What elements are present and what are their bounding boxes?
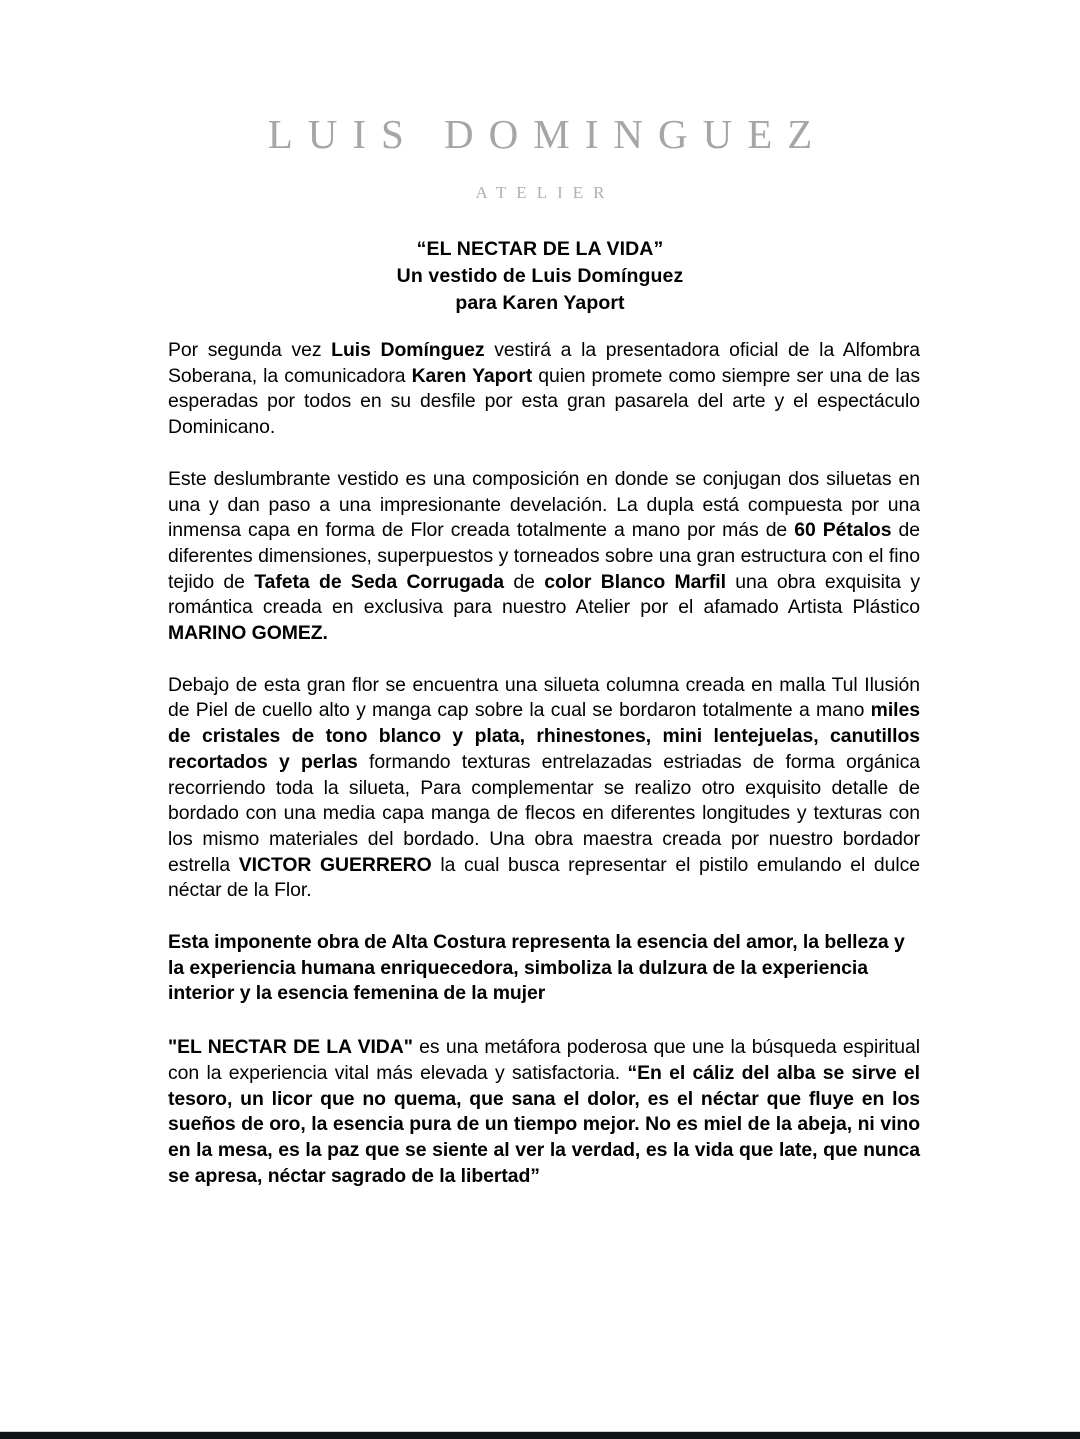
bold-fabric-name: Tafeta de Seda Corrugada xyxy=(254,570,505,593)
bold-artist-name: MARINO GOMEZ. xyxy=(168,622,328,645)
text-run: de diferentes dimensiones, superpuestos y torneados sobre una gran estructura con el fino tejido de xyxy=(168,519,920,593)
letterhead xyxy=(0,0,1080,203)
paragraph-intro xyxy=(168,338,920,441)
document-title-block xyxy=(0,236,1080,317)
paragraph-statement xyxy=(168,930,920,1007)
text-run: vestirá a la presentadora oficial de la Alfombra Soberana, la comunicadora xyxy=(168,339,920,387)
paragraph-embroidery-detail xyxy=(168,673,920,904)
brand-logo-name: LUIS DOMINGUEZ xyxy=(267,111,828,157)
text-run: Debajo de esta gran flor se encuentra una silueta columna creada en malla Tul Ilusión de Piel de cuello alto y manga cap sobre la cual se bordaron totalmente a mano xyxy=(168,673,920,722)
text-run: la cual busca representar el pistilo emulando el dulce néctar de la Flor. xyxy=(168,853,921,902)
paragraph-metaphor xyxy=(168,1035,920,1189)
page-bottom-band xyxy=(0,1432,1080,1439)
bold-petal-count: 60 Pétalos xyxy=(794,519,892,542)
bold-embroiderer-name: VICTOR GUERRERO xyxy=(238,853,432,876)
bold-presenter-name: Karen Yaport xyxy=(411,364,533,387)
title-line-headline: “EL NECTAR DE LA VIDA” xyxy=(416,238,664,261)
brand-logo-subtitle: ATELIER xyxy=(475,183,615,203)
text-run: Por segunda vez xyxy=(168,339,332,361)
text-run: Este deslumbrante vestido es una composición en donde se conjugan dos siluetas en una y dan paso a una impresionante develación. La dupla está compuesta por una inmensa capa en forma de Flor creada totalmente a mano por más de xyxy=(168,467,920,542)
bold-materials-list: miles de cristales de tono blanco y plata, rhinestones, mini lentejuelas, canutillos recortados y perlas xyxy=(168,699,920,773)
text-run: Esta imponente obra de Alta Costura representa la esencia del amor, la belleza y la experiencia humana enriquecedora, simboliza la dulzura de la experiencia interior y la esencia femenina de la mujer xyxy=(168,931,905,1005)
title-line-designer: Un vestido de Luis Domínguez xyxy=(396,265,684,287)
text-run: una obra exquisita y romántica creada en exclusiva para nuestro Atelier por el afamado Artista Plástico xyxy=(168,570,920,619)
text-run: formando texturas entrelazadas estriadas de forma orgánica recorriendo toda la silueta, Para complementar se realizo otro exquisito detalle de bordado con una media capa manga de flecos en diferentes longitudes y texturas con los mismo materiales del bordado. Una obra maestra creada por nuestro bordador estrella xyxy=(168,750,920,876)
paragraph-dress-composition xyxy=(168,467,920,647)
bold-fabric-color: color Blanco Marfil xyxy=(544,570,726,593)
bold-poem-quote: “En el cáliz del alba se sirve el tesoro, un licor que no quema, que sana el dolor, es el néctar que fluye en los sueños de oro, la esencia pura de un tiempo mejor. No es miel de la abeja, ni vino en la mesa, es la paz que se siente al ver la verdad, es la vida que late, que nunca se apresa, néctar sagrado de la libertad” xyxy=(168,1061,920,1187)
title-line-subject: para Karen Yaport xyxy=(455,291,625,314)
text-run: de xyxy=(504,570,545,593)
bold-designer-name: Luis Domínguez xyxy=(331,339,485,361)
text-run: quien promete como siempre ser una de las esperadas por todos en su desfile por esta gran pasarela del arte y el espectáculo Dominicano. xyxy=(168,364,920,439)
bold-work-title: "EL NECTAR DE LA VIDA" xyxy=(168,1036,413,1059)
text-run: es una metáfora poderosa que une la búsqueda espiritual con la experiencia vital más elevada y satisfactoria. xyxy=(168,1036,920,1084)
document-body xyxy=(168,338,920,1189)
